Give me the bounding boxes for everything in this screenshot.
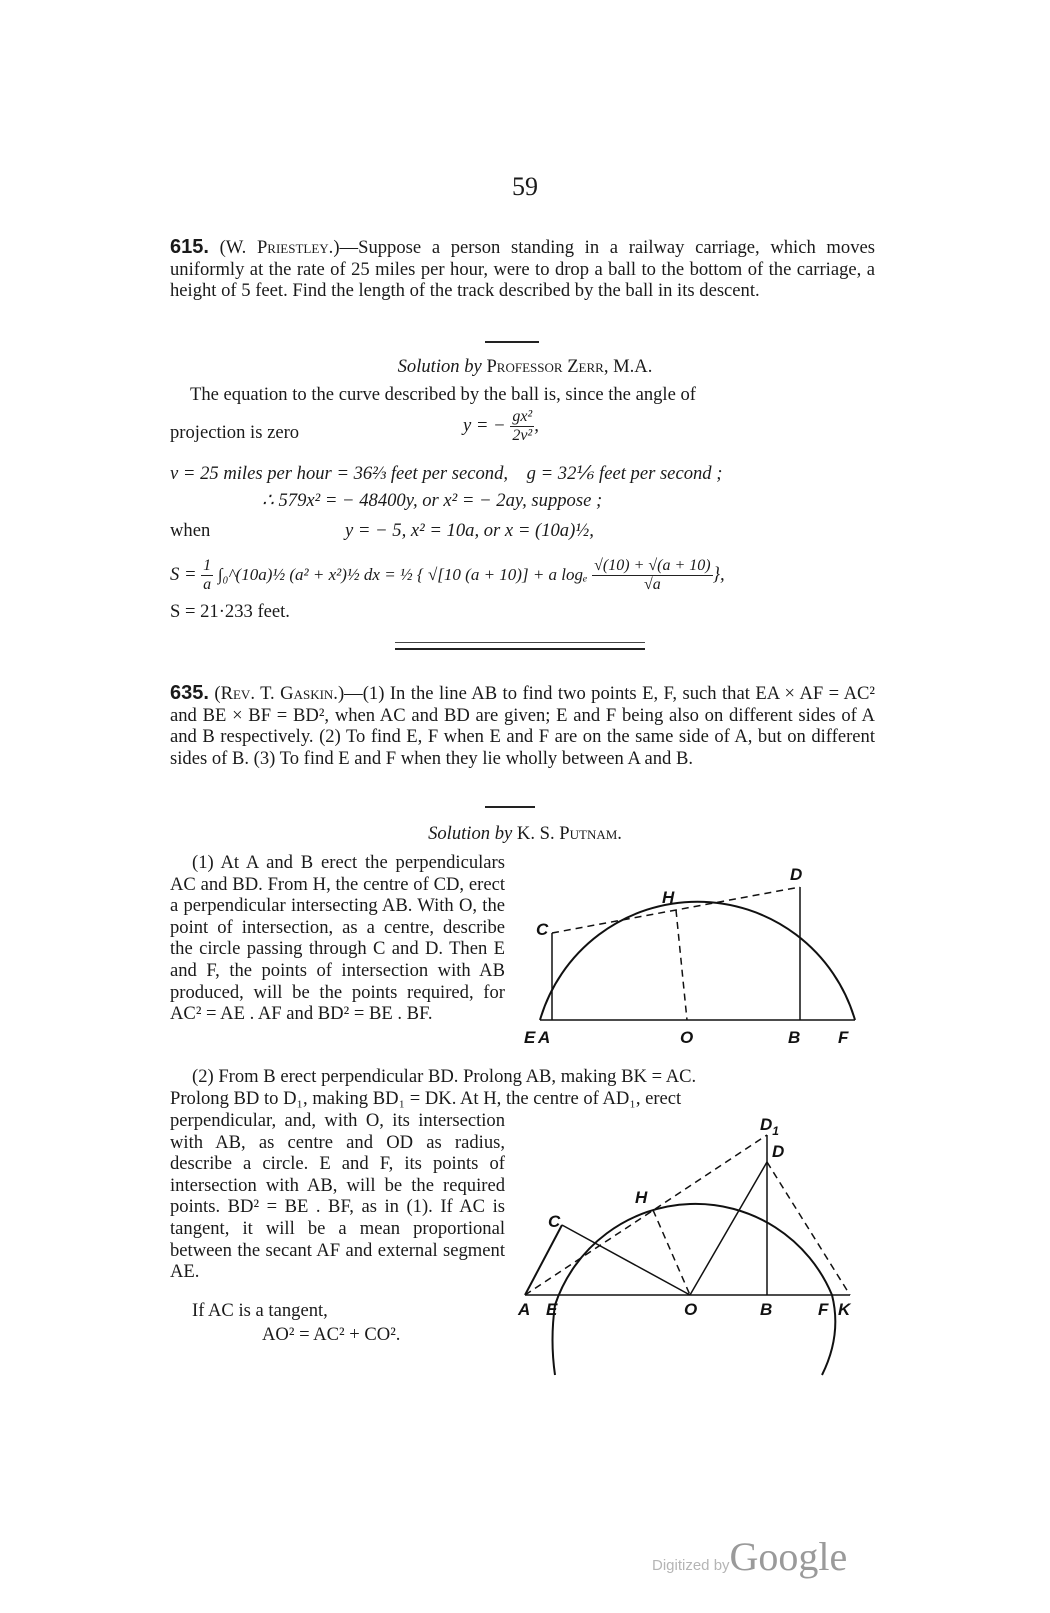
figure-1-diagram: [510, 845, 870, 1045]
solution-635-part2: perpendicular, and, with O, its intersection with AB, as centre and OD as radius, describe a circle. E and F, its points of intersection with AB, will be the required points. BD² = BE . BF, as in (1). If AC is tangent, it will be a mean proportional between the secant AF and external segment AE.: [170, 1110, 505, 1283]
figure-2-label-a: A: [518, 1300, 531, 1319]
figure-1-label-a: A: [538, 1028, 551, 1047]
page-number: 59: [512, 172, 538, 201]
projection-label: projection is zero: [170, 422, 300, 443]
figure-1-label-h: H: [662, 888, 675, 907]
arc-length-equation: S = $\frac{1}{a}$ ∫₀^(10a)½ (a² + x²)½ dx = ½ { √[10 (a + 10)] + a logₑ $\frac{√(10) + √(a + 10)}{√a}$ },: [170, 557, 725, 593]
figure-1-label-o: O: [680, 1028, 694, 1047]
problem-635-number: 635.: [170, 682, 209, 704]
solution-635-part2-line2: Prolong BD to D₁, making BD₁ = DK. At H, the centre of AD₁, erect: [170, 1088, 682, 1109]
figure-1-label-e: E: [524, 1028, 536, 1047]
solution-615-author: Professor Zerr, M.A.: [486, 356, 653, 377]
solution-615-result: S = 21·233 feet.: [170, 601, 290, 622]
section-divider: [485, 341, 539, 343]
solution-635-author: K. S. Putnam.: [516, 823, 622, 844]
figure-2-label-k: K: [838, 1300, 851, 1319]
figure-2-label-o: O: [684, 1300, 698, 1319]
problem-635-text: —(1) In the line AB to find two points E, F, such that EA × AF = AC² and BE × BF = BD², when AC and BD are given; E and F being also on different sides of A and B respectively. (2) To find E, F when E and F are on the same side of A, but on different sides of B. (3) To find E and F when they lie wholly between A and B.: [170, 683, 875, 769]
figure-1-label-d: D: [790, 865, 803, 884]
section-divider: [485, 806, 535, 808]
problem-615-author: (W. Priestley.): [219, 237, 340, 258]
therefore-equation: ∴ 579x² = − 48400y, or x² = − 2ay, suppose ;: [262, 490, 603, 511]
figure-1-label-f: F: [838, 1028, 849, 1047]
solution-635-part2-line1: (2) From B erect perpendicular BD. Prolong AB, making BK = AC.: [192, 1066, 697, 1087]
solution-615-heading: Solution by Professor Zerr, M.A.: [397, 356, 653, 377]
figure-2-line-ac: [525, 1225, 562, 1295]
figure-2-label-e: E: [546, 1300, 558, 1319]
figure-2-line-od: [690, 1162, 767, 1295]
problem-615-statement: [170, 237, 875, 302]
figure-2-label-d1: $D_1$: [760, 1115, 779, 1138]
figure-2-diagram: [510, 1115, 870, 1380]
tangent-condition: If AC is a tangent,: [192, 1300, 328, 1321]
solution-635-heading: Solution by K. S. Putnam.: [428, 823, 622, 844]
when-label: when: [170, 520, 211, 541]
velocity-equation: v = 25 miles per hour = 36⅔ feet per second, g = 32⅙ feet per second ;: [170, 463, 723, 484]
double-rule-top: [395, 642, 645, 643]
figure-2-line-co: [562, 1225, 690, 1295]
when-equation: y = − 5, x² = 10a, or x = (10a)½,: [345, 520, 594, 541]
figure-2-label-d: D: [772, 1142, 785, 1161]
digitized-watermark: [652, 1533, 847, 1580]
figure-1-line-ho: [676, 910, 687, 1020]
figure-1-label-b: B: [788, 1028, 801, 1047]
figure-1-circle-arc: [540, 902, 855, 1020]
figure-2-line-ho: [653, 1210, 690, 1295]
figure-2-label-c: C: [548, 1212, 561, 1231]
double-rule-bottom: [395, 648, 645, 650]
google-logo: Google: [729, 1534, 848, 1579]
figure-1-label-c: C: [536, 920, 549, 939]
figure-2-label-f: F: [818, 1300, 829, 1319]
problem-615-text: —Suppose a person standing in a railway carriage, which moves uniformly at the rate of 25 miles per hour, were to drop a ball to the bottom of the carriage, a height of 5 feet. Find the length of the track described by the ball in its descent.: [170, 237, 875, 302]
problem-635-statement: [170, 683, 875, 769]
problem-635-author: (Rev. T. Gaskin.): [214, 683, 345, 704]
solution-635-part1: (1) At A and B erect the perpendiculars AC and BD. From H, the centre of CD, erect a perpendicular intersecting AB. With O, the point of intersection, as a centre, describe the circle passing through C and D. Then E and F, the points of intersection with AB produced, will be the points required, for AC² = AE . AF and BD² = BE . BF.: [170, 852, 505, 1025]
solution-615-intro: The equation to the curve described by the ball is, since the angle of: [190, 384, 696, 405]
curve-equation: y = − $\frac{\text{gx²}}{\text{2v²}}$ ,: [463, 408, 539, 444]
watermark-prefix: Digitized by: [652, 1557, 730, 1574]
figure-2-label-b: B: [760, 1300, 773, 1319]
tangent-equation: AO² = AC² + CO².: [262, 1324, 401, 1345]
figure-2-label-h: H: [635, 1188, 648, 1207]
problem-615-number: 615.: [170, 236, 209, 258]
figure-2-line-dk: [767, 1162, 850, 1295]
